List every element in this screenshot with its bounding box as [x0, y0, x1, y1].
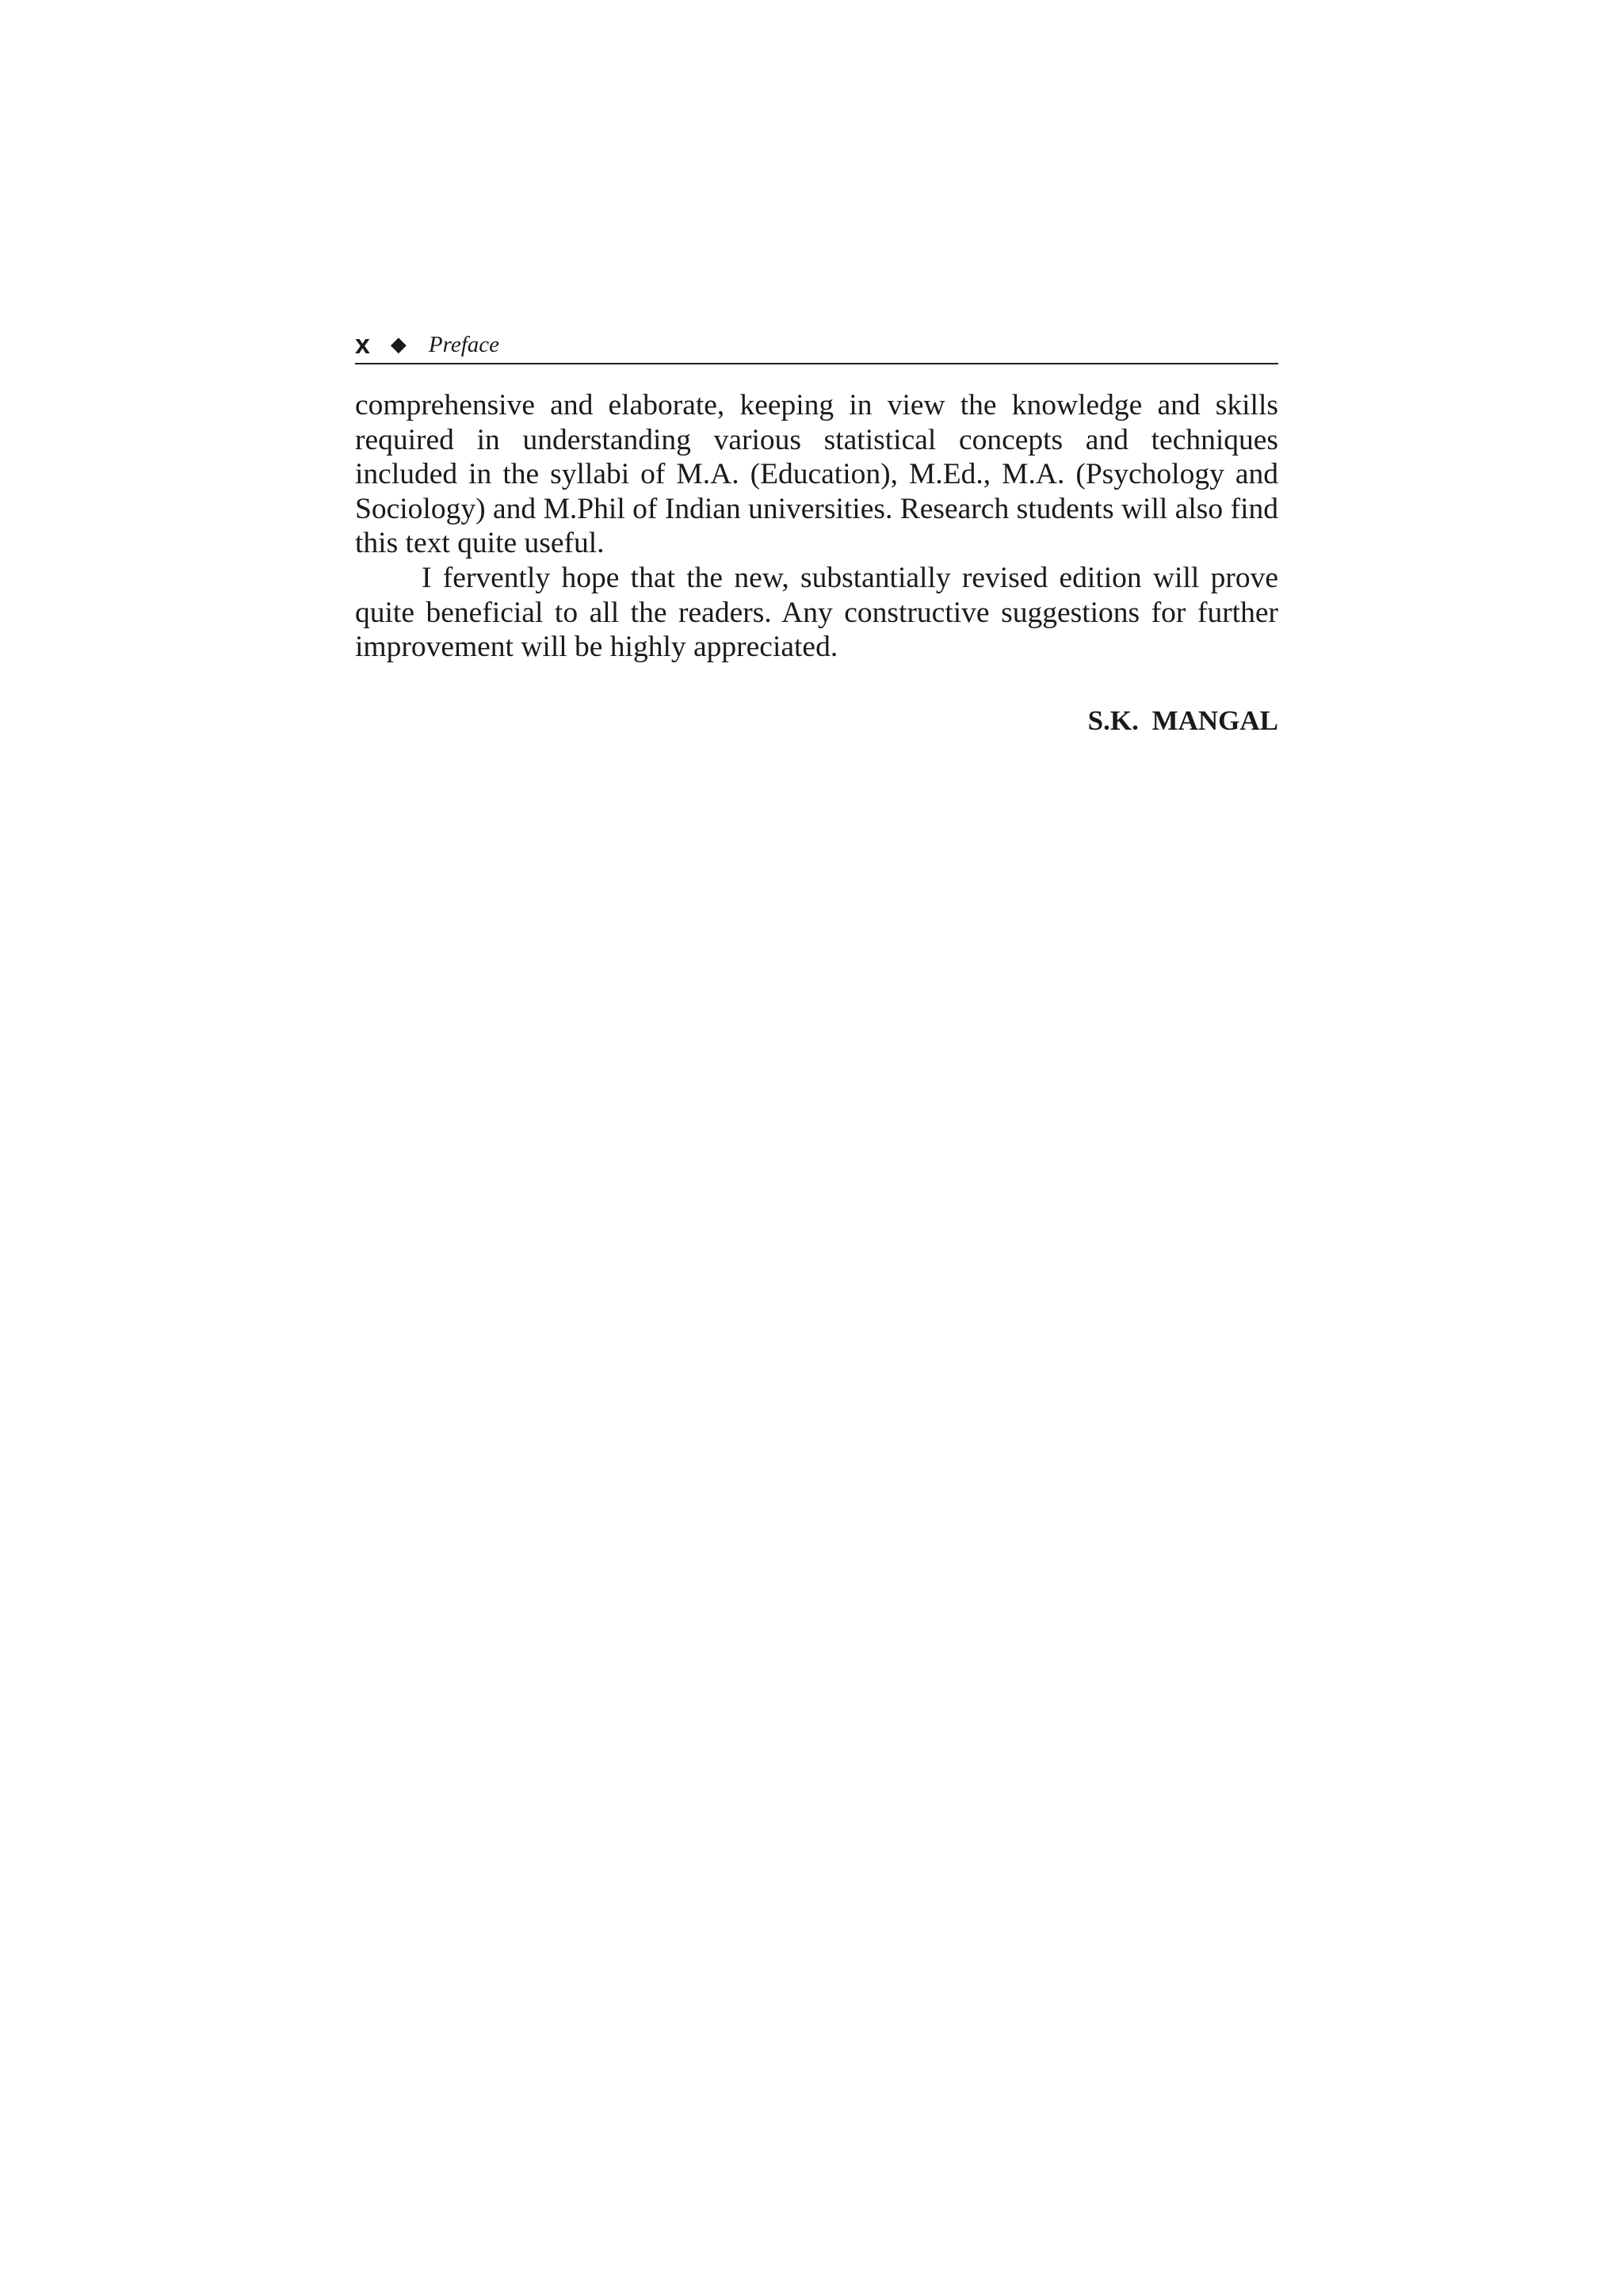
page-number: x	[355, 330, 370, 360]
running-head	[355, 326, 1278, 364]
paragraph-closing: I fervently hope that the new, substantially revised edition will prove quite beneficial to all the readers. Any constructive suggestions for further improvement will be highly appreciated.	[355, 561, 1278, 664]
diamond-bullet-icon: ◆	[390, 333, 407, 357]
running-head-title: Preface	[428, 332, 500, 357]
paragraph-continued: comprehensive and elaborate, keeping in view the knowledge and skills required in understanding various statistical concepts and techniques included in the syllabi of M.A. (Education), M.Ed., M.A. (Psychology and Sociology) and M.Phil of Indian universities. Research students will also find this text quite useful.	[355, 389, 1278, 560]
body-text	[355, 388, 1278, 665]
author-signature: S.K. MANGAL	[1087, 705, 1278, 736]
